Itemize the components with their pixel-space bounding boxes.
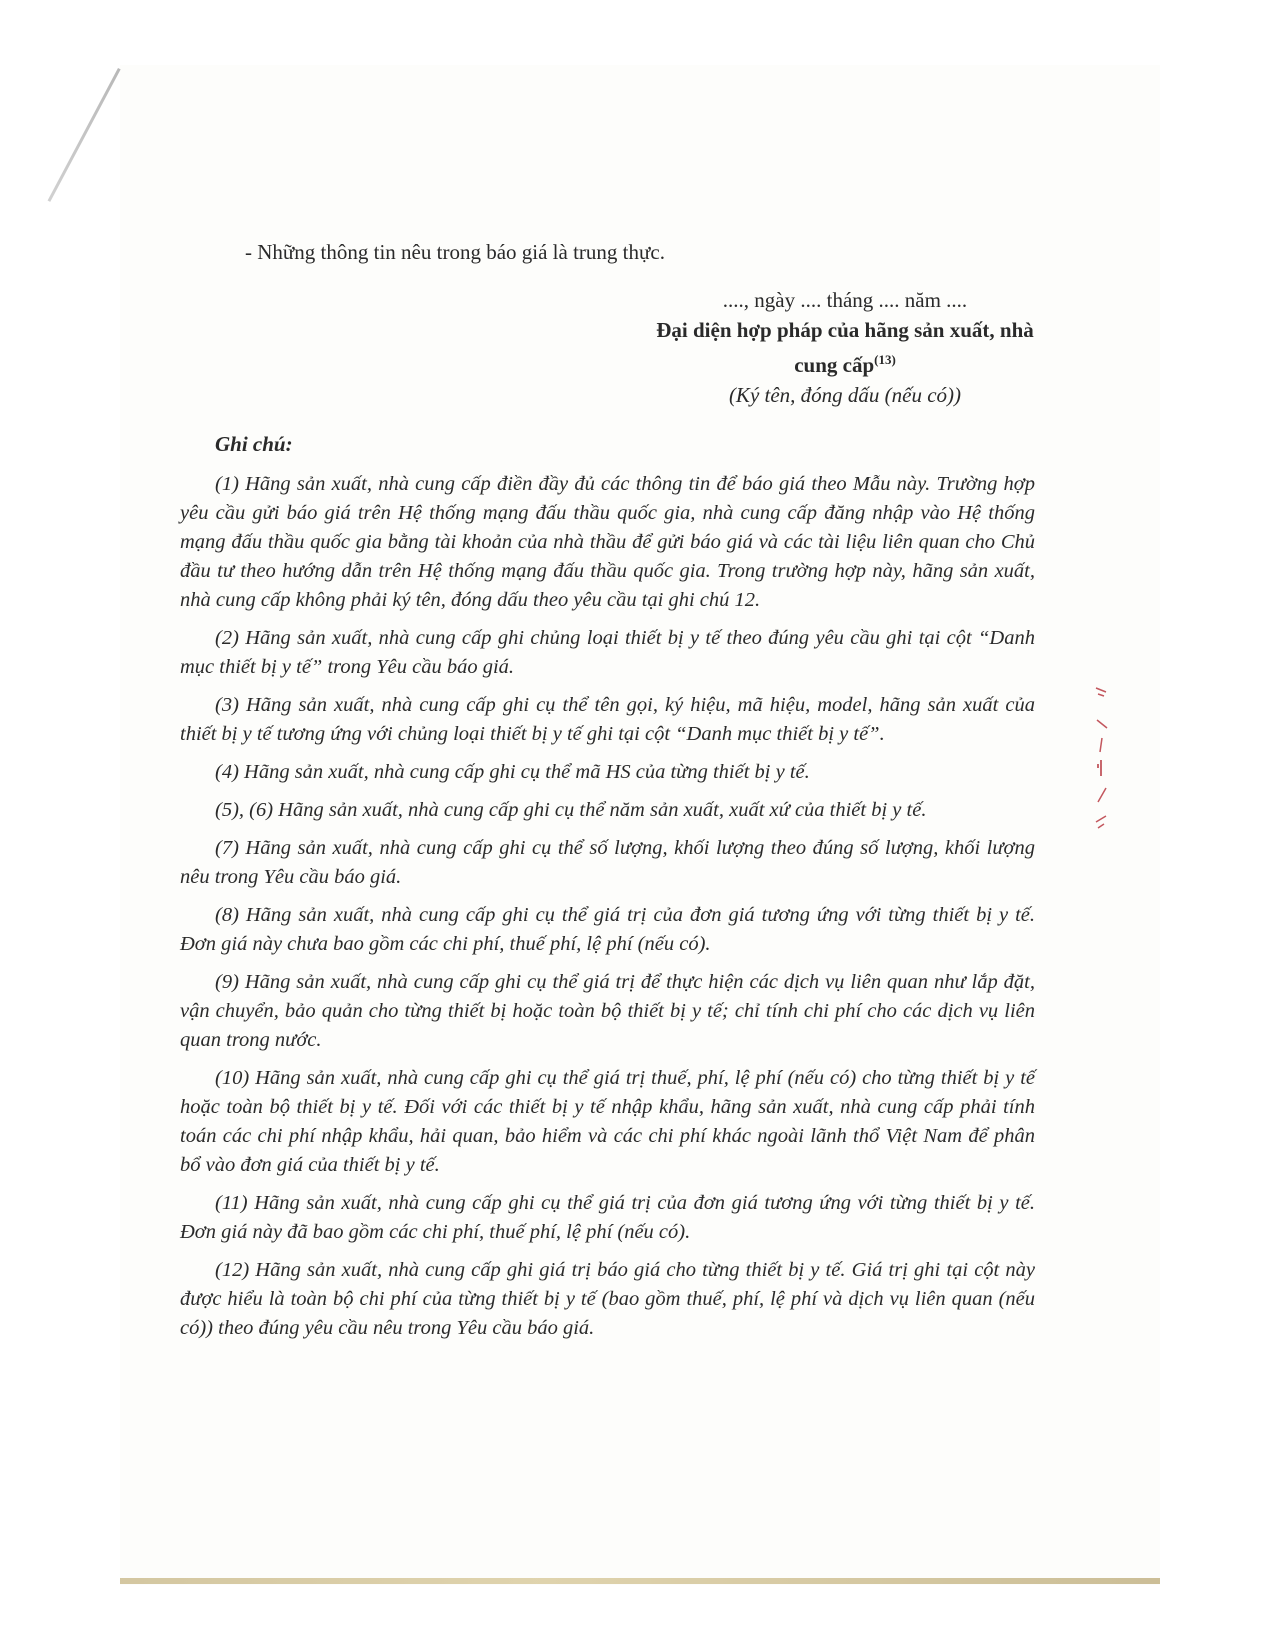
notes-list	[180, 470, 1035, 1352]
note-2: (2) Hãng sản xuất, nhà cung cấp ghi chủng loại thiết bị y tế theo đúng yêu cầu ghi tại cột “Danh mục thiết bị y tế” trong Yêu cầu báo giá.	[180, 627, 1035, 678]
date-line: ...., ngày .... tháng .... năm ....	[722, 288, 968, 312]
note-8: (8) Hãng sản xuất, nhà cung cấp ghi cụ thể giá trị của đơn giá tương ứng với từng thiết bị y tế. Đơn giá này chưa bao gồm các chi phí, thuế phí, lệ phí (nếu có).	[180, 904, 1035, 955]
seal-fragment-icon	[1092, 680, 1112, 840]
sign-instruction: (Ký tên, đóng dấu (nếu có))	[728, 383, 962, 407]
seal-bleed-marks	[1092, 680, 1112, 840]
note-3: (3) Hãng sản xuất, nhà cung cấp ghi cụ thể tên gọi, ký hiệu, mã hiệu, model, hãng sản xuất của thiết bị y tế tương ứng với chủng loại thiết bị y tế ghi tại cột “Danh mục thiết bị y tế”.	[180, 694, 1035, 745]
footnote-13: (13)	[874, 352, 896, 367]
note-9: (9) Hãng sản xuất, nhà cung cấp ghi cụ thể giá trị để thực hiện các dịch vụ liên quan như lắp đặt, vận chuyển, bảo quản cho từng thiết bị hoặc toàn bộ thiết bị y tế; chỉ tính chi phí cho các dịch vụ liên quan trong nước.	[180, 971, 1035, 1051]
note-4: (4) Hãng sản xuất, nhà cung cấp ghi cụ thể mã HS của từng thiết bị y tế.	[215, 761, 810, 783]
representative-title-line1: Đại diện hợp pháp của hãng sản xuất, nhà	[656, 318, 1034, 342]
paper-bottom-edge	[120, 1578, 1160, 1584]
note-1: (1) Hãng sản xuất, nhà cung cấp điền đầy đủ các thông tin để báo giá theo Mẫu này. Trường hợp yêu cầu gửi báo giá trên Hệ thống mạng đấu thầu quốc gia, nhà cung cấp đăng nhập vào Hệ thống mạng đấu thầu quốc gia bằng tài khoản của nhà thầu để gửi báo giá và các tài liệu liên quan cho Chủ đầu tư theo hướng dẫn trên Hệ thống mạng đấu thầu quốc gia. Trong trường hợp này, hãng sản xuất, nhà cung cấp không phải ký tên, đóng dấu theo yêu cầu tại ghi chú 12.	[180, 473, 1035, 611]
note-12: (12) Hãng sản xuất, nhà cung cấp ghi giá trị báo giá cho từng thiết bị y tế. Giá trị ghi tại cột này được hiểu là toàn bộ chi phí của từng thiết bị y tế (bao gồm thuế, phí, lệ phí và dịch vụ liên quan (nếu có)) theo đúng yêu cầu nêu trong Yêu cầu báo giá.	[180, 1259, 1035, 1339]
representative-title-text: cung cấp	[794, 353, 875, 377]
representative-title-line2	[620, 345, 1070, 380]
honesty-statement: - Những thông tin nêu trong báo giá là trung thực.	[245, 240, 665, 264]
note-11: (11) Hãng sản xuất, nhà cung cấp ghi cụ thể giá trị của đơn giá tương ứng với từng thiết bị y tế. Đơn giá này đã bao gồm các chi phí, thuế phí, lệ phí (nếu có).	[180, 1192, 1035, 1243]
note-7: (7) Hãng sản xuất, nhà cung cấp ghi cụ thể số lượng, khối lượng theo đúng số lượng, khối lượng nêu trong Yêu cầu báo giá.	[180, 837, 1035, 888]
paper-fold-edge	[48, 68, 121, 202]
note-10: (10) Hãng sản xuất, nhà cung cấp ghi cụ thể giá trị thuế, phí, lệ phí (nếu có) cho từng thiết bị y tế hoặc toàn bộ thiết bị y tế. Đối với các thiết bị y tế nhập khẩu, hãng sản xuất, nhà cung cấp phải tính toán các chi phí nhập khẩu, hải quan, bảo hiểm và các chi phí khác ngoài lãnh thổ Việt Nam để phân bổ vào đơn giá của thiết bị y tế.	[180, 1067, 1035, 1176]
signature-block	[620, 285, 1070, 410]
notes-title: Ghi chú:	[215, 432, 293, 456]
note-5-6: (5), (6) Hãng sản xuất, nhà cung cấp ghi cụ thể năm sản xuất, xuất xứ của thiết bị y tế.	[215, 799, 927, 821]
